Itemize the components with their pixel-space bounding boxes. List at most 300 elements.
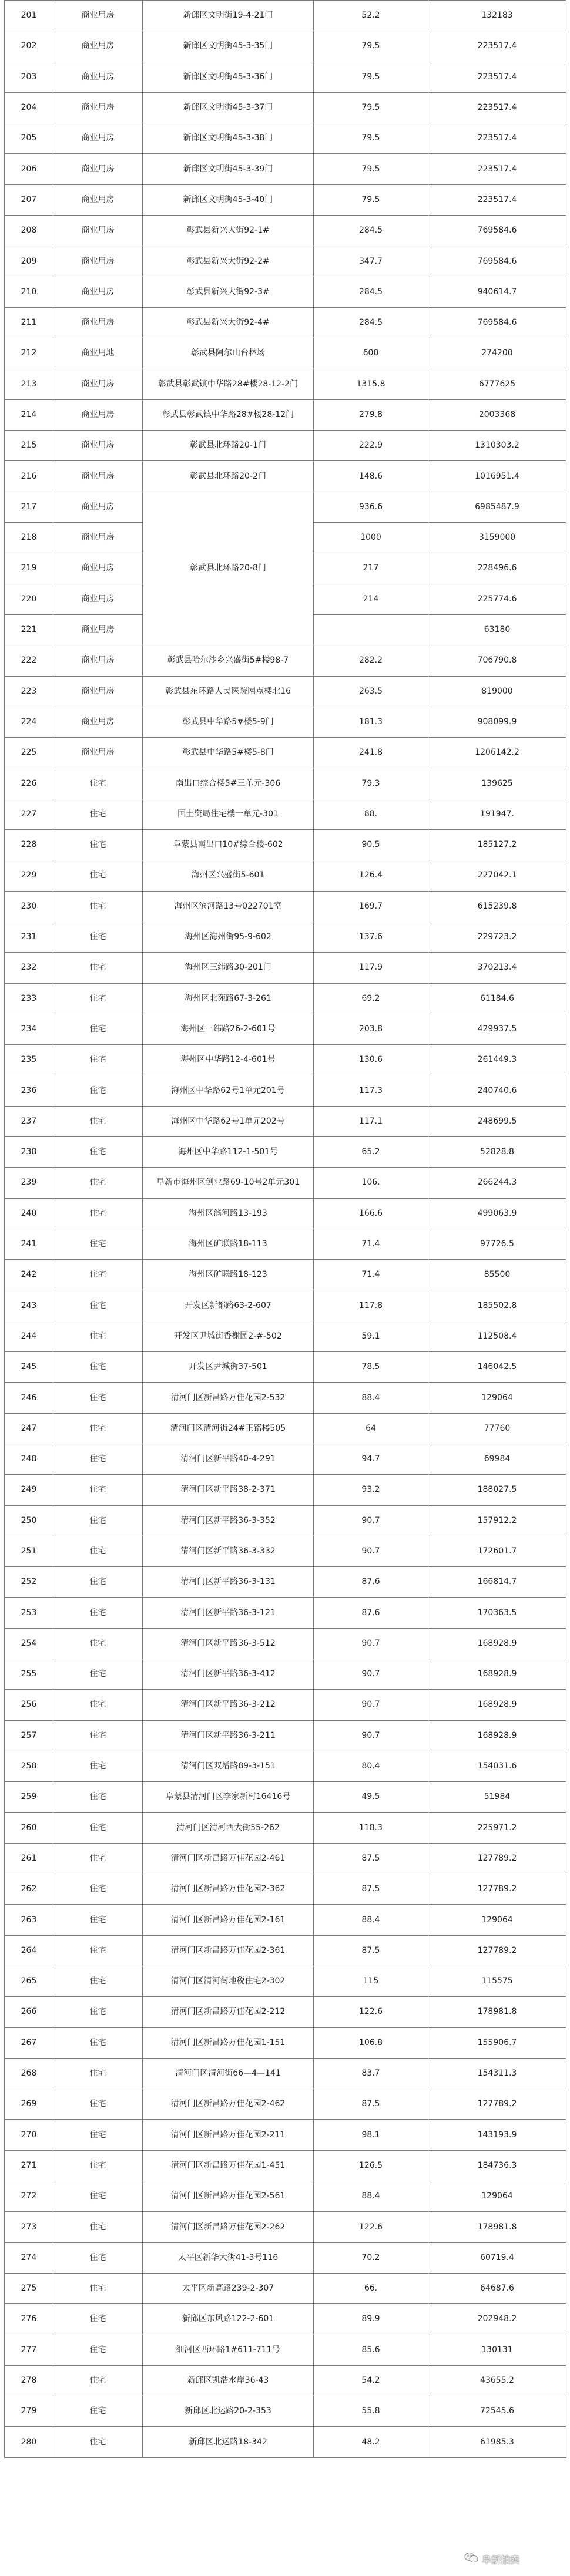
usage-cell: 商业用房 [53, 461, 143, 492]
table-row [5, 2089, 566, 2120]
area-cell: 83.7 [314, 2058, 428, 2089]
table-row [5, 1321, 566, 1351]
table-row [5, 1413, 566, 1444]
price-cell: 129064 [428, 1905, 566, 1935]
area-cell: 217 [314, 553, 428, 584]
row-number-cell: 215 [5, 431, 53, 461]
usage-cell: 住宅 [53, 1229, 143, 1259]
table-row [5, 2212, 566, 2242]
area-cell: 94.7 [314, 1444, 428, 1474]
usage-cell: 商业用房 [53, 92, 143, 123]
row-number-cell: 238 [5, 1136, 53, 1167]
price-cell: 223517.4 [428, 62, 566, 92]
price-cell: 64687.6 [428, 2273, 566, 2303]
table-row [5, 216, 566, 246]
table-row [5, 1782, 566, 1812]
price-cell: 261449.3 [428, 1045, 566, 1075]
row-number-cell: 273 [5, 2212, 53, 2242]
location-cell: 清河门区清河西大街55-262 [143, 1812, 314, 1843]
area-cell: 49.5 [314, 1782, 428, 1812]
usage-cell: 商业用房 [53, 707, 143, 737]
price-cell: 769584.6 [428, 216, 566, 246]
usage-cell: 住宅 [53, 2027, 143, 2058]
location-cell: 太平区新华大街41-3号116 [143, 2242, 314, 2273]
asset-list-body [5, 1, 566, 2458]
location-cell: 海州区矿联路18-113 [143, 1229, 314, 1259]
usage-cell: 商业用房 [53, 154, 143, 184]
usage-cell: 住宅 [53, 1659, 143, 1690]
area-cell: 936.6 [314, 492, 428, 522]
location-cell: 清河门区清河街66—4—141 [143, 2058, 314, 2089]
location-cell: 国土资局住宅楼一单元-301 [143, 799, 314, 829]
location-cell: 清河门区新昌路万佳花园2-262 [143, 2212, 314, 2242]
table-row [5, 154, 566, 184]
area-cell: 203.8 [314, 1014, 428, 1044]
price-cell: 1310303.2 [428, 431, 566, 461]
table-row [5, 1290, 566, 1321]
location-cell: 新邱区东风路122-2-601 [143, 2304, 314, 2335]
table-row [5, 1075, 566, 1106]
row-number-cell: 226 [5, 768, 53, 799]
table-row [5, 1567, 566, 1598]
location-cell: 海州区中华路62号1单元202号 [143, 1106, 314, 1136]
price-cell: 127789.2 [428, 1843, 566, 1874]
area-cell: 93.2 [314, 1475, 428, 1505]
usage-cell: 商业用房 [53, 399, 143, 430]
area-cell: 87.6 [314, 1598, 428, 1628]
price-cell: 191947. [428, 799, 566, 829]
location-cell: 海州区矿联路18-123 [143, 1260, 314, 1290]
usage-cell: 住宅 [53, 1536, 143, 1566]
area-cell: 1000 [314, 523, 428, 553]
area-cell: 79.5 [314, 62, 428, 92]
price-cell: 6985487.9 [428, 492, 566, 522]
usage-cell: 住宅 [53, 1168, 143, 1198]
area-cell: 90.7 [314, 1690, 428, 1720]
location-cell: 清河门区新昌路万佳花园1-451 [143, 2150, 314, 2181]
area-cell: 98.1 [314, 2120, 428, 2150]
wechat-icon [464, 2551, 478, 2564]
table-row [5, 246, 566, 277]
price-cell: 225971.2 [428, 1812, 566, 1843]
table-row [5, 738, 566, 768]
price-cell: 170363.5 [428, 1598, 566, 1628]
location-cell: 清河门区新昌路万佳花园2-362 [143, 1874, 314, 1905]
price-cell: 240740.6 [428, 1075, 566, 1106]
location-cell: 新邱区文明街45-3-37门 [143, 92, 314, 123]
price-cell: 266244.3 [428, 1168, 566, 1198]
row-number-cell: 230 [5, 891, 53, 922]
location-cell: 彰武县彰武镇中华路28#楼28-12门 [143, 399, 314, 430]
location-cell: 南出口综合楼5#三单元-306 [143, 768, 314, 799]
usage-cell: 住宅 [53, 2396, 143, 2427]
location-cell: 细河区西环路1#611-711号 [143, 2335, 314, 2365]
area-cell: 106.8 [314, 2027, 428, 2058]
table-row [5, 338, 566, 369]
usage-cell: 住宅 [53, 1444, 143, 1474]
table-row [5, 277, 566, 307]
row-number-cell: 269 [5, 2089, 53, 2120]
row-number-cell: 207 [5, 184, 53, 215]
price-cell: 139625 [428, 768, 566, 799]
usage-cell: 住宅 [53, 1874, 143, 1905]
row-number-cell: 274 [5, 2242, 53, 2273]
price-cell: 188027.5 [428, 1475, 566, 1505]
row-number-cell: 278 [5, 2365, 53, 2396]
table-row [5, 2396, 566, 2427]
row-number-cell: 252 [5, 1567, 53, 1598]
area-cell: 137.6 [314, 922, 428, 952]
area-cell: 115 [314, 1966, 428, 1997]
table-row [5, 1229, 566, 1259]
row-number-cell: 253 [5, 1598, 53, 1628]
table-row [5, 2273, 566, 2303]
row-number-cell: 237 [5, 1106, 53, 1136]
row-number-cell: 229 [5, 860, 53, 891]
usage-cell: 住宅 [53, 1505, 143, 1536]
usage-cell: 住宅 [53, 891, 143, 922]
location-cell: 海州区海州街95-9-602 [143, 922, 314, 952]
location-cell: 海州区中华路112-1-501号 [143, 1136, 314, 1167]
row-number-cell: 205 [5, 123, 53, 154]
price-cell: 228496.6 [428, 553, 566, 584]
price-cell: 154031.6 [428, 1751, 566, 1781]
area-cell: 65.2 [314, 1136, 428, 1167]
area-cell: 78.5 [314, 1352, 428, 1383]
price-cell: 127789.2 [428, 1874, 566, 1905]
table-row [5, 768, 566, 799]
usage-cell: 商业用房 [53, 431, 143, 461]
location-cell: 清河门区新平路36-3-332 [143, 1536, 314, 1566]
price-cell: 3159000 [428, 523, 566, 553]
usage-cell: 商业用房 [53, 369, 143, 399]
usage-cell: 住宅 [53, 2242, 143, 2273]
usage-cell: 住宅 [53, 1966, 143, 1997]
table-row [5, 830, 566, 860]
usage-cell: 住宅 [53, 1260, 143, 1290]
row-number-cell: 240 [5, 1198, 53, 1229]
usage-cell: 住宅 [53, 953, 143, 983]
usage-cell: 住宅 [53, 1198, 143, 1229]
area-cell: 117.9 [314, 953, 428, 983]
usage-cell: 住宅 [53, 1352, 143, 1383]
row-number-cell: 255 [5, 1659, 53, 1690]
row-number-cell: 214 [5, 399, 53, 430]
usage-cell: 住宅 [53, 1290, 143, 1321]
location-cell: 清河门区新昌路万佳花园2-361 [143, 1935, 314, 1966]
table-row [5, 1690, 566, 1720]
price-cell: 274200 [428, 338, 566, 369]
table-row [5, 2027, 566, 2058]
row-number-cell: 233 [5, 983, 53, 1014]
location-cell: 清河门区清河街24#正铭楼505 [143, 1413, 314, 1444]
row-number-cell: 208 [5, 216, 53, 246]
table-row [5, 2365, 566, 2396]
location-cell: 彰武县北环路20-2门 [143, 461, 314, 492]
area-cell: 169.7 [314, 891, 428, 922]
area-cell: 90.7 [314, 1536, 428, 1566]
row-number-cell: 219 [5, 553, 53, 584]
area-cell: 122.6 [314, 1997, 428, 2027]
location-cell: 新邱区文明街45-3-35门 [143, 31, 314, 62]
location-cell: 彰武县中华路5#楼5-8门 [143, 738, 314, 768]
usage-cell: 商业用房 [53, 246, 143, 277]
area-cell: 181.3 [314, 707, 428, 737]
area-cell: 126.4 [314, 860, 428, 891]
area-cell: 59.1 [314, 1321, 428, 1351]
row-number-cell: 236 [5, 1075, 53, 1106]
price-cell: 6777625 [428, 369, 566, 399]
area-cell: 284.5 [314, 277, 428, 307]
location-cell: 海州区滨河路13-193 [143, 1198, 314, 1229]
area-cell: 87.5 [314, 1874, 428, 1905]
table-row [5, 707, 566, 737]
price-cell: 172601.7 [428, 1536, 566, 1566]
table-row [5, 31, 566, 62]
location-cell: 彰武县北环路20-1门 [143, 431, 314, 461]
usage-cell: 住宅 [53, 768, 143, 799]
table-row [5, 1812, 566, 1843]
price-cell: 77760 [428, 1413, 566, 1444]
row-number-cell: 245 [5, 1352, 53, 1383]
price-cell: 248699.5 [428, 1106, 566, 1136]
price-cell: 940614.7 [428, 277, 566, 307]
price-cell: 223517.4 [428, 184, 566, 215]
usage-cell: 住宅 [53, 922, 143, 952]
table-row [5, 1383, 566, 1413]
location-cell: 清河门区新平路36-3-352 [143, 1505, 314, 1536]
location-cell: 彰武县北环路20-8门 [143, 492, 314, 645]
table-row [5, 1136, 566, 1167]
table-row [5, 860, 566, 891]
usage-cell: 商业用房 [53, 584, 143, 614]
table-row [5, 1628, 566, 1659]
location-cell: 新邱区文明街45-3-38门 [143, 123, 314, 154]
row-number-cell: 241 [5, 1229, 53, 1259]
location-cell: 阜蒙县清河门区李家新村16416号 [143, 1782, 314, 1812]
row-number-cell: 256 [5, 1690, 53, 1720]
usage-cell: 住宅 [53, 1075, 143, 1106]
table-row [5, 1168, 566, 1198]
area-cell: 66. [314, 2273, 428, 2303]
row-number-cell: 231 [5, 922, 53, 952]
price-cell: 61184.6 [428, 983, 566, 1014]
table-row [5, 1598, 566, 1628]
table-row [5, 1659, 566, 1690]
usage-cell: 住宅 [53, 1045, 143, 1075]
area-cell: 87.5 [314, 1843, 428, 1874]
price-cell: 819000 [428, 676, 566, 707]
usage-cell: 住宅 [53, 1136, 143, 1167]
price-cell: 85500 [428, 1260, 566, 1290]
table-row [5, 1014, 566, 1044]
row-number-cell: 279 [5, 2396, 53, 2427]
usage-cell: 住宅 [53, 1598, 143, 1628]
usage-cell: 住宅 [53, 1997, 143, 2027]
area-cell: 71.4 [314, 1260, 428, 1290]
area-cell: 55.8 [314, 2396, 428, 2427]
price-cell: 157912.2 [428, 1505, 566, 1536]
row-number-cell: 234 [5, 1014, 53, 1044]
table-row [5, 1536, 566, 1566]
table-row [5, 676, 566, 707]
table-row [5, 1352, 566, 1383]
area-cell: 87.6 [314, 1567, 428, 1598]
area-cell: 79.5 [314, 184, 428, 215]
row-number-cell: 277 [5, 2335, 53, 2365]
location-cell: 清河门区新昌路万佳花园2-461 [143, 1843, 314, 1874]
location-cell: 开发区尹城街香榭园2-#-502 [143, 1321, 314, 1351]
area-cell [314, 614, 428, 645]
table-row [5, 461, 566, 492]
price-cell: 63180 [428, 614, 566, 645]
usage-cell: 住宅 [53, 1935, 143, 1966]
usage-cell: 住宅 [53, 2212, 143, 2242]
table-row [5, 1045, 566, 1075]
table-row [5, 1843, 566, 1874]
price-cell: 143193.9 [428, 2120, 566, 2150]
asset-list-table [4, 0, 566, 2458]
row-number-cell: 246 [5, 1383, 53, 1413]
row-number-cell: 216 [5, 461, 53, 492]
row-number-cell: 260 [5, 1812, 53, 1843]
usage-cell: 住宅 [53, 2058, 143, 2089]
area-cell: 130.6 [314, 1045, 428, 1075]
location-cell: 清河门区新昌路万佳花园2-561 [143, 2181, 314, 2212]
area-cell: 85.6 [314, 2335, 428, 2365]
location-cell: 清河门区新平路36-3-512 [143, 1628, 314, 1659]
usage-cell: 商业用房 [53, 645, 143, 676]
location-cell: 清河门区新平路38-2-371 [143, 1475, 314, 1505]
location-cell: 新邱区凯浩水岸36-43 [143, 2365, 314, 2396]
usage-cell: 商业用房 [53, 523, 143, 553]
usage-cell: 商业用房 [53, 614, 143, 645]
table-row [5, 1935, 566, 1966]
price-cell: 1206142.2 [428, 738, 566, 768]
table-row [5, 1505, 566, 1536]
table-row [5, 983, 566, 1014]
row-number-cell: 262 [5, 1874, 53, 1905]
price-cell: 166814.7 [428, 1567, 566, 1598]
location-cell: 彰武县哈尔沙乡兴盛街5#楼98-7 [143, 645, 314, 676]
table-row [5, 2304, 566, 2335]
area-cell: 88.4 [314, 1383, 428, 1413]
area-cell: 70.2 [314, 2242, 428, 2273]
location-cell: 海州区三纬路30-201门 [143, 953, 314, 983]
price-cell: 225774.6 [428, 584, 566, 614]
price-cell: 43655.2 [428, 2365, 566, 2396]
area-cell: 282.2 [314, 645, 428, 676]
area-cell: 79.3 [314, 768, 428, 799]
table-row [5, 1198, 566, 1229]
location-cell: 清河门区新平路40-4-291 [143, 1444, 314, 1474]
usage-cell: 住宅 [53, 1106, 143, 1136]
usage-cell: 住宅 [53, 1567, 143, 1598]
price-cell: 429937.5 [428, 1014, 566, 1044]
usage-cell: 住宅 [53, 2335, 143, 2365]
table-row [5, 1966, 566, 1997]
area-cell: 87.5 [314, 1935, 428, 1966]
usage-cell: 商业用房 [53, 307, 143, 338]
area-cell: 90.7 [314, 1628, 428, 1659]
usage-cell: 住宅 [53, 1812, 143, 1843]
area-cell: 347.7 [314, 246, 428, 277]
row-number-cell: 217 [5, 492, 53, 522]
usage-cell: 住宅 [53, 1413, 143, 1444]
row-number-cell: 250 [5, 1505, 53, 1536]
row-number-cell: 248 [5, 1444, 53, 1474]
price-cell: 154311.3 [428, 2058, 566, 2089]
row-number-cell: 206 [5, 154, 53, 184]
price-cell: 908099.9 [428, 707, 566, 737]
row-number-cell: 203 [5, 62, 53, 92]
row-number-cell: 244 [5, 1321, 53, 1351]
row-number-cell: 271 [5, 2150, 53, 2181]
price-cell: 69984 [428, 1444, 566, 1474]
location-cell: 清河门区新平路36-3-121 [143, 1598, 314, 1628]
table-row [5, 1444, 566, 1474]
usage-cell: 住宅 [53, 1690, 143, 1720]
price-cell: 168928.9 [428, 1690, 566, 1720]
price-cell: 223517.4 [428, 31, 566, 62]
price-cell: 168928.9 [428, 1659, 566, 1690]
location-cell: 海州区北苑路67-3-261 [143, 983, 314, 1014]
table-row [5, 307, 566, 338]
location-cell: 彰武县新兴大街92-4# [143, 307, 314, 338]
location-cell: 海州区滨河路13号022701室 [143, 891, 314, 922]
row-number-cell: 209 [5, 246, 53, 277]
row-number-cell: 276 [5, 2304, 53, 2335]
usage-cell: 住宅 [53, 2427, 143, 2457]
price-cell: 132183 [428, 1, 566, 31]
area-cell: 222.9 [314, 431, 428, 461]
row-number-cell: 280 [5, 2427, 53, 2457]
table-row [5, 1106, 566, 1136]
area-cell: 90.5 [314, 830, 428, 860]
price-cell: 52828.8 [428, 1136, 566, 1167]
area-cell: 1315.8 [314, 369, 428, 399]
row-number-cell: 263 [5, 1905, 53, 1935]
price-cell: 706790.8 [428, 645, 566, 676]
location-cell: 清河门区新平路36-3-131 [143, 1567, 314, 1598]
table-row [5, 1997, 566, 2027]
area-cell: 117.8 [314, 1290, 428, 1321]
usage-cell: 住宅 [53, 983, 143, 1014]
row-number-cell: 259 [5, 1782, 53, 1812]
area-cell: 90.7 [314, 1505, 428, 1536]
table-row [5, 2120, 566, 2150]
usage-cell: 住宅 [53, 2273, 143, 2303]
location-cell: 阜蒙县南出口10#综合楼-602 [143, 830, 314, 860]
location-cell: 彰武县阿尔山台林场 [143, 338, 314, 369]
location-cell: 新邱区北运路18-342 [143, 2427, 314, 2457]
price-cell: 127789.2 [428, 1935, 566, 1966]
price-cell: 112508.4 [428, 1321, 566, 1351]
usage-cell: 住宅 [53, 1905, 143, 1935]
location-cell: 清河门区新昌路万佳花园1-151 [143, 2027, 314, 2058]
area-cell: 88.4 [314, 2181, 428, 2212]
row-number-cell: 225 [5, 738, 53, 768]
price-cell: 185127.2 [428, 830, 566, 860]
row-number-cell: 261 [5, 1843, 53, 1874]
price-cell: 202948.2 [428, 2304, 566, 2335]
price-cell: 178981.8 [428, 2212, 566, 2242]
price-cell: 229723.2 [428, 922, 566, 952]
row-number-cell: 272 [5, 2181, 53, 2212]
usage-cell: 住宅 [53, 2365, 143, 2396]
row-number-cell: 266 [5, 1997, 53, 2027]
row-number-cell: 221 [5, 614, 53, 645]
